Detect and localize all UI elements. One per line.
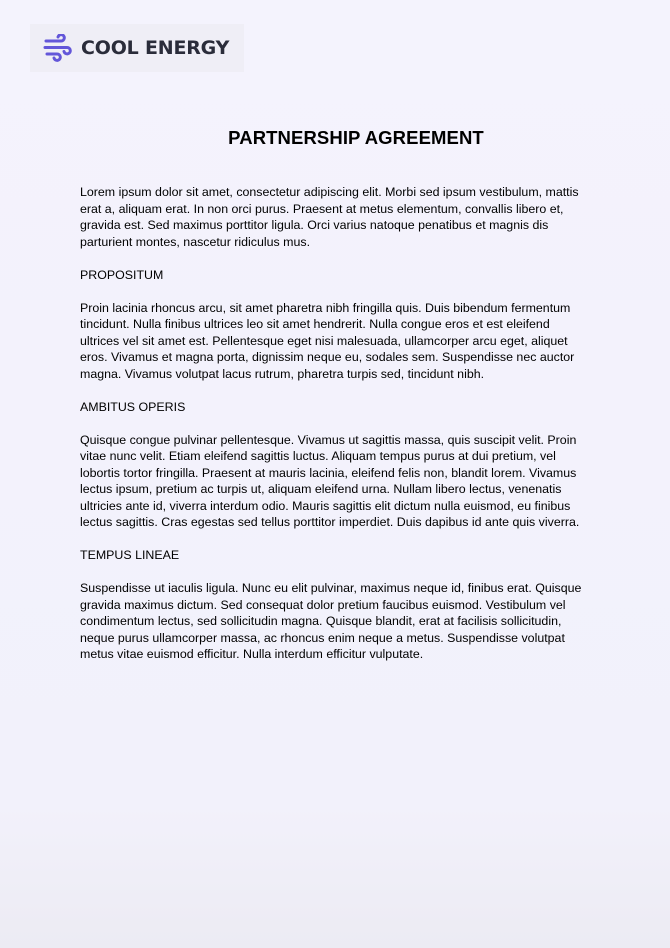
document-body <box>80 184 592 679</box>
section-text-ambitus-operis: Quisque congue pulvinar pellentesque. Vivamus ut sagittis massa, quis suscipit velit. Proin vitae nunc velit. Etiam eleifend sagittis luctus. Aliquam tempus purus at dui pretium, vel lobortis tortor fringilla. Praesent at mauris lacinia, eleifend felis non, blandit lorem. Vivamus lectus ipsum, pretium ac turpis ut, aliquam eleifend urna. Nullam libero lectus, venenatis ultricies ante id, viverra interdum odio. Mauris sagittis elit dictum nulla euismod, eu finibus lectus sagittis. Cras egestas sed tellus porttitor imperdiet. Duis dapibus id ante quis viverra. <box>80 432 580 529</box>
wind-stroke-bottom <box>47 54 60 60</box>
section-text-tempus-lineae: Suspendisse ut iaculis ligula. Nunc eu elit pulvinar, maximus neque id, finibus erat. Quisque gravida maximus dictum. Sed consequat dolor pretium faucibus euismod. Vestibulum vel condimentum lectus, sed sollicitudin magna. Quisque blandit, erat at facilisis sollicitudin, neque purus ullamcorper massa, ac rhoncus enim neque a metus. Suspendisse volutpat metus vitae euismod efficitur. Nulla interdum efficitur vulputate. <box>80 581 582 661</box>
document-title: PARTNERSHIP AGREEMENT <box>228 127 484 148</box>
wind-icon <box>43 34 72 62</box>
section-heading-ambitus-operis: AMBITUS OPERIS <box>80 399 186 414</box>
intro-paragraph: Lorem ipsum dolor sit amet, consectetur adipiscing elit. Morbi sed ipsum vestibulum, mattis erat a, aliquam erat. In non orci purus. Praesent at metus elementum, convallis libero et, gravida est. Sed maximus porttitor ligula. Orci varius natoque penatibus et magnis dis parturient montes, nascetur ridiculus mus. <box>80 185 579 249</box>
section-heading-tempus-lineae: TEMPUS LINEAE <box>80 548 180 562</box>
brand-logo <box>30 24 244 72</box>
wind-stroke-top <box>46 35 64 41</box>
section-text-propositum: Proin lacinia rhoncus arcu, sit amet pharetra nibh fringilla quis. Duis bibendum fermentum tincidunt. Nulla finibus ultrices leo sit amet hendrerit. Nulla congue eros et est eleifend ultrices vel sit amet est. Pellentesque eget nisi malesuada, ullamcorper arcu eget, aliquet eros. Vivamus et magna porta, dignissim neque eu, sodales sem. Suspendisse nec auctor magna. Vivamus volutpat lacus rutrum, pharetra turpis sed, tincidunt nibh. <box>80 300 575 381</box>
brand-name: COOL ENERGY <box>81 37 230 59</box>
section-heading-propositum: PROPOSITUM <box>80 267 164 282</box>
